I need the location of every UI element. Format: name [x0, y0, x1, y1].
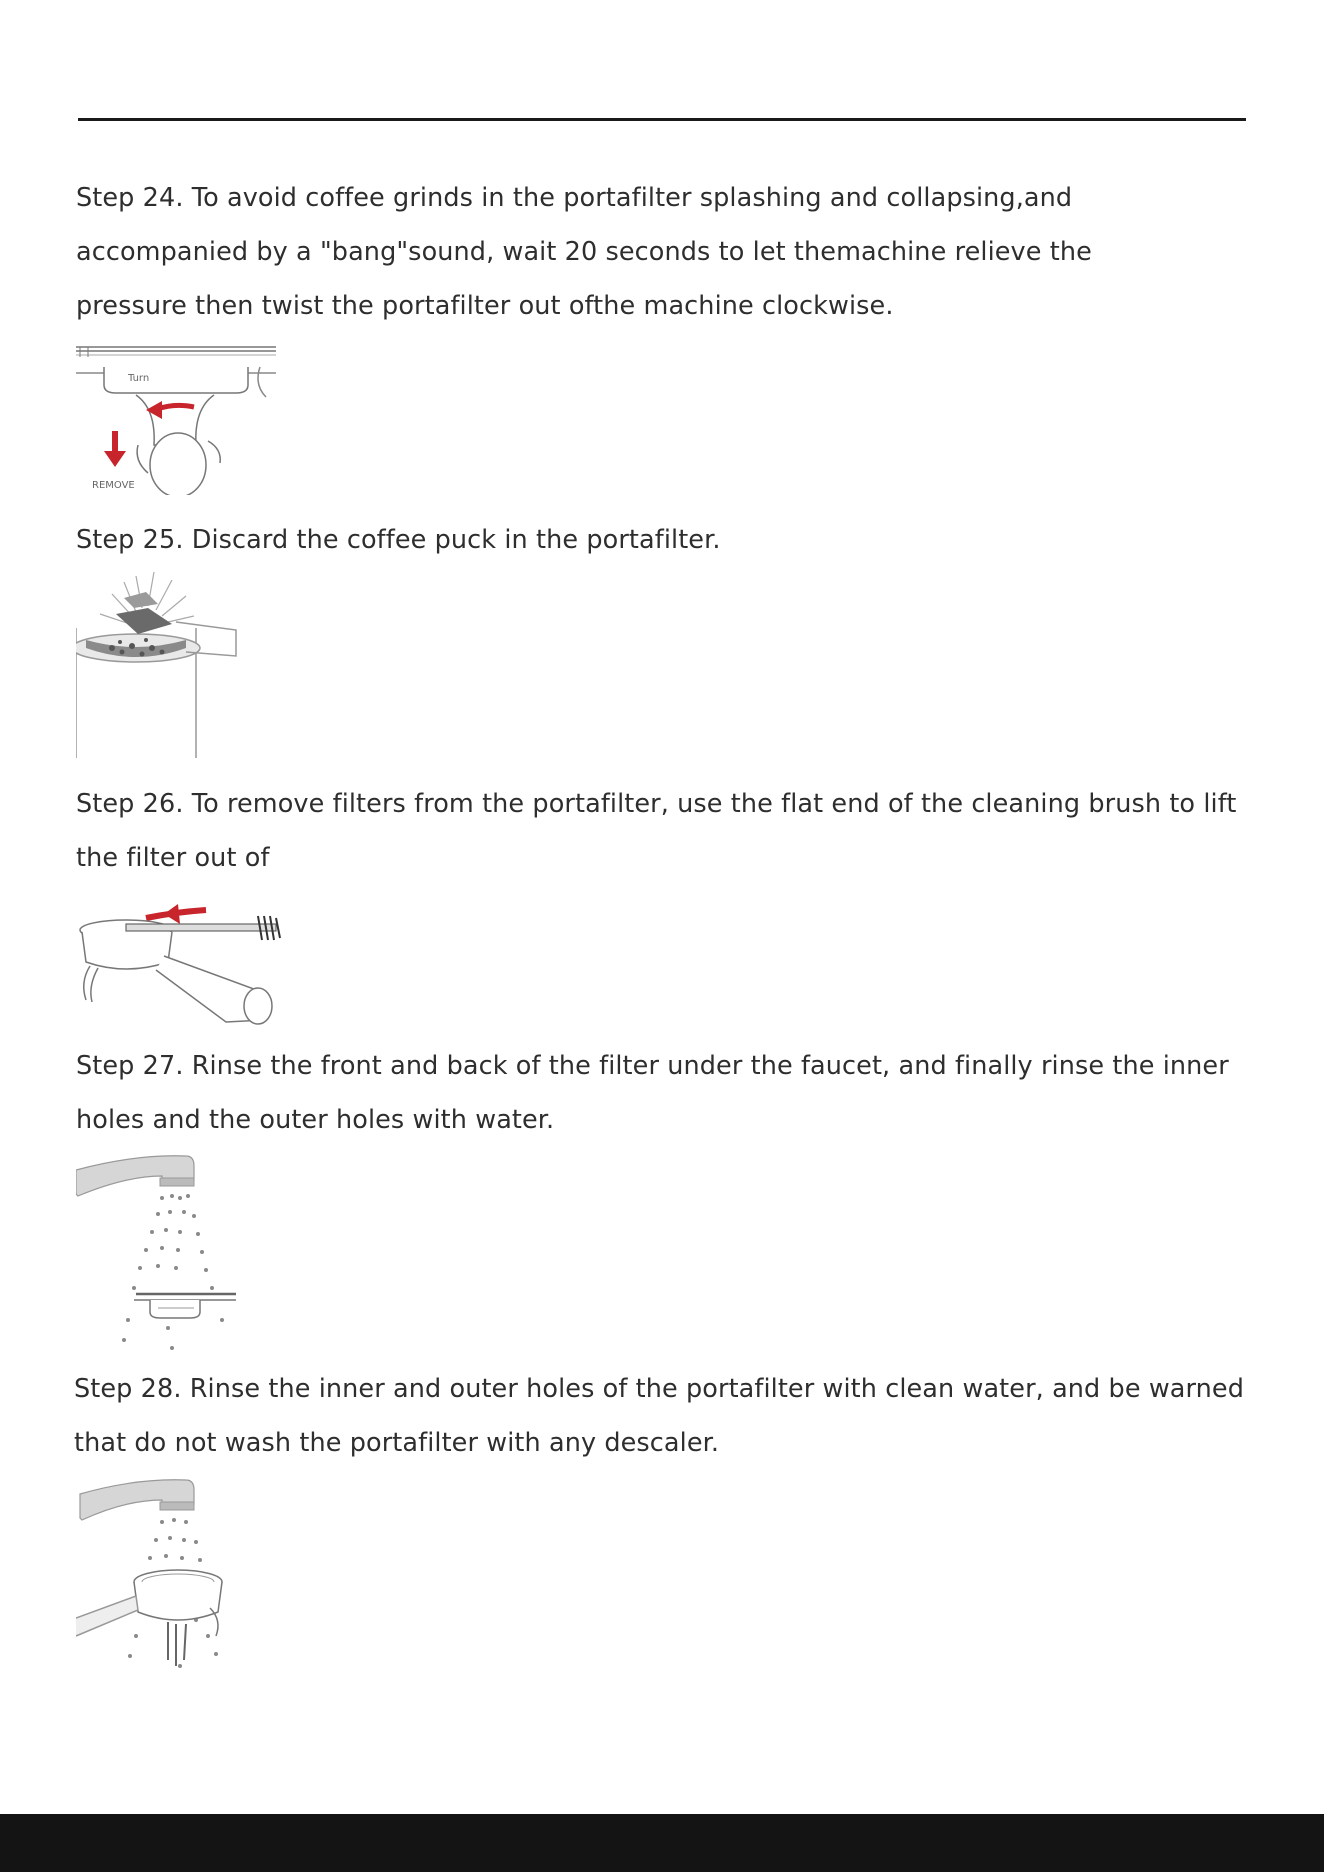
step-25-text: Step 25. Discard the coffee puck in the portafilter.: [76, 525, 721, 555]
footer-bar: [0, 1814, 1324, 1872]
step-26-illustration: [76, 896, 286, 1030]
header-rule: [78, 118, 1246, 121]
step-28-text: Step 28. Rinse the inner and outer holes of the portafilter with clean water, and be warned that do not wash the portafilter with any descaler.: [74, 1374, 1244, 1458]
step-28-illustration: [76, 1470, 256, 1686]
turn-label: Turn: [128, 373, 150, 384]
step-27-text: Step 27. Rinse the front and back of the filter under the faucet, and finally rinse the inner holes and the outer holes with water.: [76, 1051, 1229, 1135]
step-24-illustration: [76, 345, 280, 495]
step-24-text: Step 24. To avoid coffee grinds in the portafilter splashing and collapsing,and accompanied by a "bang"sound, wait 20 seconds to let themachine relieve the pressure then twist the portafilter out ofthe machine clockwise.: [76, 183, 1092, 321]
step-25-illustration: [76, 568, 256, 758]
step-27-illustration: [76, 1148, 256, 1354]
step-26-text: Step 26. To remove filters from the portafilter, use the flat end of the cleaning brush to lift the filter out of: [76, 789, 1237, 873]
remove-label: REMOVE: [92, 480, 135, 491]
